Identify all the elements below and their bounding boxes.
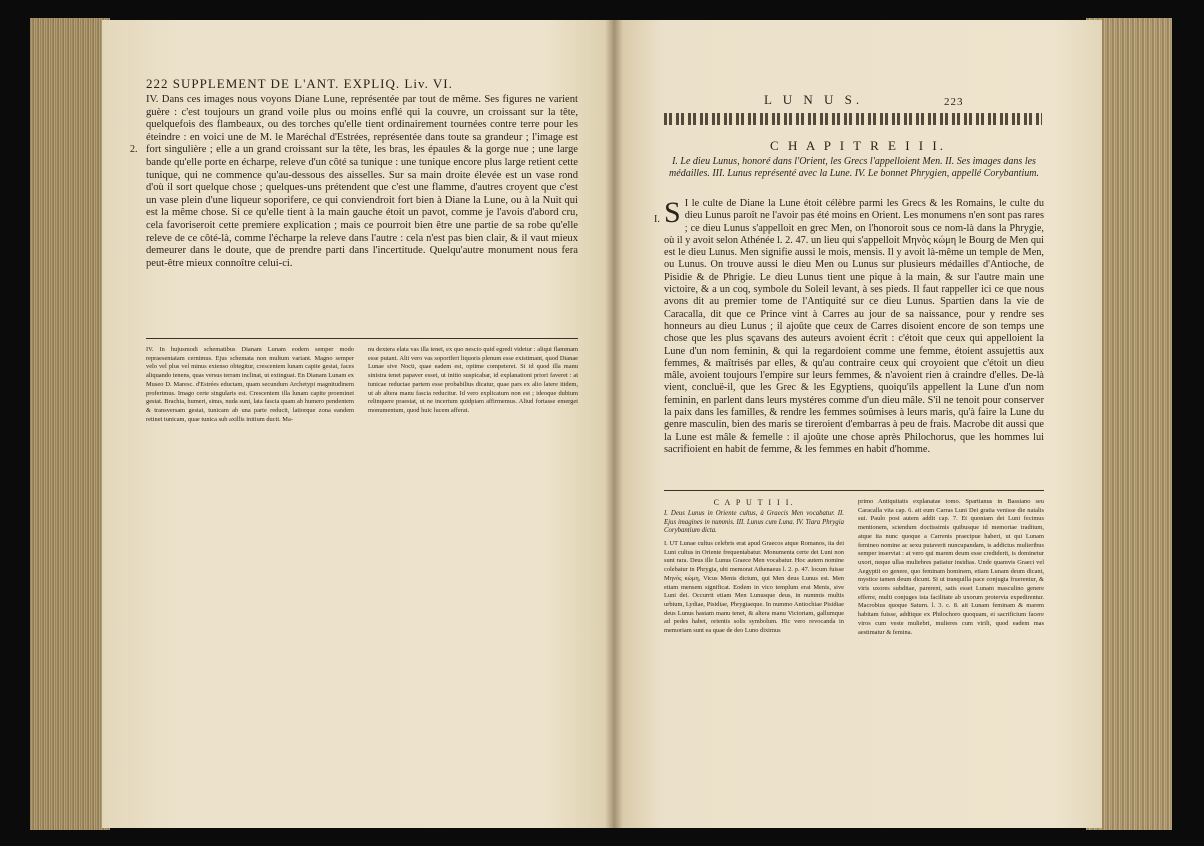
left-page xyxy=(102,20,622,828)
open-book xyxy=(30,10,1172,838)
right-running-head: L U N U S. xyxy=(764,92,864,107)
right-paragraph-text: I le culte de Diane la Lune étoit célèbre parmi les Grecs & les Romains, le culte du dieu Lunus paroît ne l'avoir pas été moins en Orient. Les monumens n'en sont pas rares ; ce dieu Lunus s'appelloit en grec Men, on l'honoroit sous ce nom-là dans la Phrygie, où il y avoit selon Athénée l. 2. 47. un lieu qui s'appelloit Μηνὸς κώμη le Bourg de Men qui est le dieu Lunus. Men signifie aussi le mois, mensis. Il y avoit là-même un temple de Men, ou Lunus. On trouve aussi le dieu Men ou Lunus sur plusieurs médailles d'Antioche, de Pisidie & de Phrigie. Le dieu Lunus tient une pique à la main, & sur l'autre main une victoire, & a un coq, symbole du Soleil levant, à ses pieds. Il faut rappeller ici ce que nous avons dit au premier tome de l'Antiquité sur ce dieu Lunus. Spartien dans la vie de Caracalla, dit que ce Prince vint à Carres au jour de sa naissance, pour y rendre ses honneurs au dieu Lunus ; il ajoûte que ceux de Carres disoient encore de son temps une chose que les plus sçavans des auteurs avoient écrit : c'étoit que ceux qui appelloient la Lune d'un nom feminin, & qui la regardoient comme une femme, étoient assujettis aux femmes, & maîtrisés par elles, & qu'au contraire ceux qui croyoient que c'étoit un dieu mâle, avoient toujours l'empire sur leurs femmes, & n'avoient rien à craindre d'elles. De-là vient, concluë-il, que les Grec & les Egyptiens, quoiqu'ils appellent la Lune d'un nom feminin, en parlent dans leurs mystéres comme d'un dieu mâle. S'il ne tenoit pour conserver la paix dans les familles, & rendre les femmes soûmises à leurs maris, qu'à faire la Lune du genre masculin, bien des maris se tireroient d'embarras à peu de frais. Macrobe dit aussi que la Lune est mâle & femelle : il ajoûte une chose après Philochorus, que les hommes lui sacrifioient en habit de femme, & les femmes en habit d'homme. xyxy=(664,198,1044,455)
left-footnote-rule xyxy=(146,338,578,339)
book-gutter xyxy=(605,20,623,828)
right-french-paragraph xyxy=(664,198,1044,456)
paragraph-marker: I. xyxy=(654,214,660,225)
chapter-summary: I. Le dieu Lunus, honoré dans l'Orient, les Grecs l'appelloient Men. II. Ses images dans les médailles. III. Lunus représenté avec la Lune. IV. Le bonnet Phrygien, appellé Corybantium. xyxy=(669,156,1039,179)
left-side-marker: 2. xyxy=(130,144,138,155)
right-latin-col-1: I. UT Lunae cultus celebris erat apud Graecos atque Romanos, ita dei Luni cultus in Oriente frequentabatur. Monumenta certe dei Luni non sunt rara. Deus ille Lunus Graece Men vocabatur. Hoc autem nomine colebatur in Phrygia, ubi memorat Athenaeus l. 2. p. 47. locum fuisse Μηνὸς κώμη, Vicus Menis dictum, qui Men deus Lunus est. Men etiam mensem significat. Eodem in vico templum erat Menis, sive Luni dei. Occurrit etiam Men Lunusque deus, in nummis multis urbium, Lydiae, Pisidiae, Phrygiaeque. In nummo Antiochiae Pisidiae deus Lunus hastam manu tenet, & altera manu Victoriam, gallumque ad pedes habet, orientis solis symbolum. Hic vero revocanda in memoriam sunt ea quae de deo Luno diximus xyxy=(664,540,844,635)
drop-cap: S xyxy=(664,196,681,229)
right-latin-col-2: primo Antiquitatis explanatae tomo. Spartianus in Bassiano seu Caracalla vita cap. 6. ait eum Carras Luni Dei gratia venisse die natalis sui. Paulo post autem addit cap. 7. Et quoniam dei Luni fecimus mentionem, sciendum doctissimis quibusque id memoriae traditum, atque ita nunc quoque a Carrenis praecipue haberi, ut qui Lunam femineo nomine ac sexu putaverit nuncupandam, is addictus mulieribus semper inserviat : at vero qui marem deum esse crediderit, is dominetur uxori, neque ullas muliebres patiatur insidias. Unde quamvis Graeci vel Aegyptii eo genere, quo feminam hominem, etiam Lunam deum dicant, mystice tamen deum dicunt. Si ut tranquilla pace conjugia fruerentur, & viris uxores subditae, parerent, satis esset Lunam masculino genere efferre, multi conjuges ista facilitate ab uxorum protervia expedirentur. Macrobius quoque Saturn. l. 3. c. 8. ait Lunam feminam & marem habitam fuisse, additque ex Philochoro quoquam, ei sacrificium facere viros cum veste muliebri, mulieres cum virili, quod eadem mas aestimatur & femina. xyxy=(858,498,1044,636)
left-paragraph-text: IV. Dans ces images nous voyons Diane Lune, représentée par tout de même. Ses figures ne varient guère : c'est toujours un grand voile plus ou moins enflé qui la couvre, un croissant sur la tête, quelquefois des flambeaux, ou des torches qu'elle tient ordinairement tournées contre terre pour les éteindre : en voici une de M. le Maréchal d'Estrées, représentée dans toute sa grandeur ; l'image est fort singulière ; elle a un grand croissant sur la tête, les bras, les épaules & la gorge nue ; une large bande qu'elle porte en écharpe, releve d'un côté sa tunique : une tunique encore plus large retient cette tunique, qui ne commence qu'au-dessous des aisselles. Sur sa main droite élevée est un vase rond d'où il sort quelque chose ; quelques-uns prétendent que c'est une flamme, d'autres croyent que c'est un vase plein d'une liqueur soporifere, ce qui conviendroit fort bien à Diane la Lune, ou à la Nuit qui est la même chose. Si ce qu'elle tient à la main gauche étoit un pavot, comme je l'avois d'abord cru, cela favoriseroit cette premiere explication ; mais ce pourroit bien être une partie de sa robe qu'elle releve de ce côté-là, comme l'écharpe la releve dans l'autre : cela n'est pas bien clair, & il vaut mieux demeurer dans le doute, que de prendre parti dans l'incertitude. Quelqu'autre monument nous fera peut-être mieux connoître celui-ci. xyxy=(146,94,578,269)
left-page-edges xyxy=(30,18,110,830)
caput-summary: I. Deus Lunus in Oriente cultus, à Graecis Men vocabatur. II. Ejus imagines in nummis. III. Lunus cum Luna. IV. Tiara Phrygia Corybantium dicta. xyxy=(664,510,844,535)
right-page xyxy=(614,20,1102,828)
right-footnote-rule xyxy=(664,490,1044,491)
chapter-title: C H A P I T R E I I I. xyxy=(770,138,946,153)
headpiece-ornament xyxy=(664,113,1042,125)
left-running-head: 222 SUPPLEMENT DE L'ANT. EXPLIQ. Liv. VI. xyxy=(146,76,453,91)
left-latin-col-2: nu dextera elata vas illa tenet, ex quo nescio quid egredi videtur : aliqui flammam esse putant. Alii vero vas soporiferi liquoris plenum esse existimant, quod Dianae Lunae sive Nocti, quae eadem est, optime competeret. Si id quod illa manu sinistra tenet papaver esset, ut initio suspicabar, id explanationi priori faveret : at tunicae reductae partem esse probabilius dicatur, quae pars ex alio latere itidem, ut ab altera manu fascia reducitur. Id vero explicatum non est ; ideoque dubium relinquere praestat, ut ne incertum quidpiam affirmemus. Aliud fortasse emerget monumentum, quod huic lucem afferat. xyxy=(368,346,578,414)
right-page-number: 223 xyxy=(944,96,964,108)
caput-title: C A P U T I I I. xyxy=(713,498,795,507)
left-french-paragraph xyxy=(146,94,578,270)
left-latin-col-1: IV. In hujusmodi schematibus Dianam Lunam eodem semper modo repraesentatam cernimus. Ejus schemata non multum variant. Magno semper velo vel plus vel minus extenso obtegitur, crescentem lunam capite gestat, faces aliquando tenens, quas versus terram inclinat, ut extinguat. En Dianam Lunam ex Museo D. Maresc. d'Estrées eductam, quam secundum Archetypi magnitudinem proferimus. Imago certe singularis est. Crescentem illa lunam capite proeminet gestat. Brachia, humeri, sinus, nuda sunt, lata fascia quam ab humero pendentem & transversam gestat, tunicam ab una parte reducit, latiorque zona eandem retinet tunicam, quae tunica sub axillis initium ducit. Ma- xyxy=(146,346,354,423)
